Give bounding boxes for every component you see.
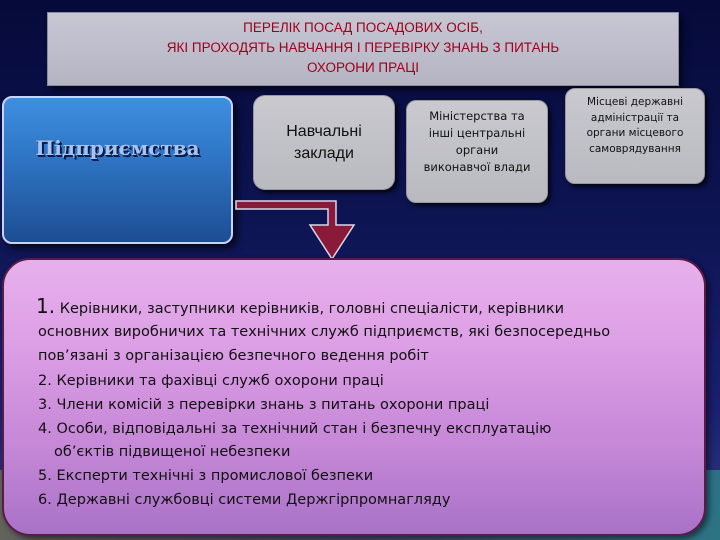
local-line-4: самоврядування [589, 142, 681, 155]
ministries-line-1: Міністерства та [429, 109, 525, 123]
list-item-4-line-1: 4. Особи, відповідальні за технічний стан і безпечну експлуатацію [38, 421, 552, 437]
list-item-1-line-3: пов’язані з організацією безпечного ведення робіт [38, 348, 429, 364]
list-item-4-line-2: об’єктів підвищеної небезпеки [54, 444, 291, 460]
education-card [253, 95, 395, 190]
down-arrow-icon [234, 195, 364, 265]
list-item-5: 5. Експерти технічні з промислової безпеки [38, 468, 374, 484]
ministries-line-4: виконавчої влади [423, 160, 531, 174]
list-item-1-number: 1. [36, 294, 56, 318]
list-item-6: 6. Державні службовці системи Держгірпромнагляду [38, 492, 451, 508]
education-line-2: заклади [294, 145, 354, 162]
local-authorities-card [565, 88, 705, 184]
title-line-3: ОХОРОНИ ПРАЦІ [307, 60, 419, 75]
title-line-2: ЯКІ ПРОХОДЯТЬ НАВЧАННЯ І ПЕРЕВІРКУ ЗНАНЬ З ПИТАНЬ [166, 40, 560, 55]
ministries-line-3: органи [455, 143, 499, 157]
list-item-1-line-1 [36, 294, 564, 318]
title-line-1: ПЕРЕЛІК ПОСАД ПОСАДОВИХ ОСІБ, [243, 20, 483, 35]
enterprise-label: Підприємства [35, 136, 200, 160]
local-line-1: Місцеві державні [586, 96, 684, 108]
positions-list [2, 258, 706, 536]
enterprise-card [2, 96, 233, 244]
ministries-line-2: інші центральні [428, 126, 526, 140]
list-item-1-line-2: основних виробничих та технічних служб підприємств, які безпосередньо [38, 324, 611, 340]
local-line-2: адміністрації та [590, 111, 680, 124]
list-item-3: 3. Члени комісій з перевірки знань з питань охорони праці [38, 397, 490, 413]
slide-title [47, 12, 679, 86]
education-line-1: Навчальні [286, 123, 362, 140]
ministries-card [406, 100, 548, 203]
local-line-3: органи місцевого [586, 127, 684, 139]
list-item-2: 2. Керівники та фахівці служб охорони праці [38, 373, 384, 389]
list-item-1-text: Керівники, заступники керівників, головні спеціалісти, керівники [55, 301, 565, 317]
